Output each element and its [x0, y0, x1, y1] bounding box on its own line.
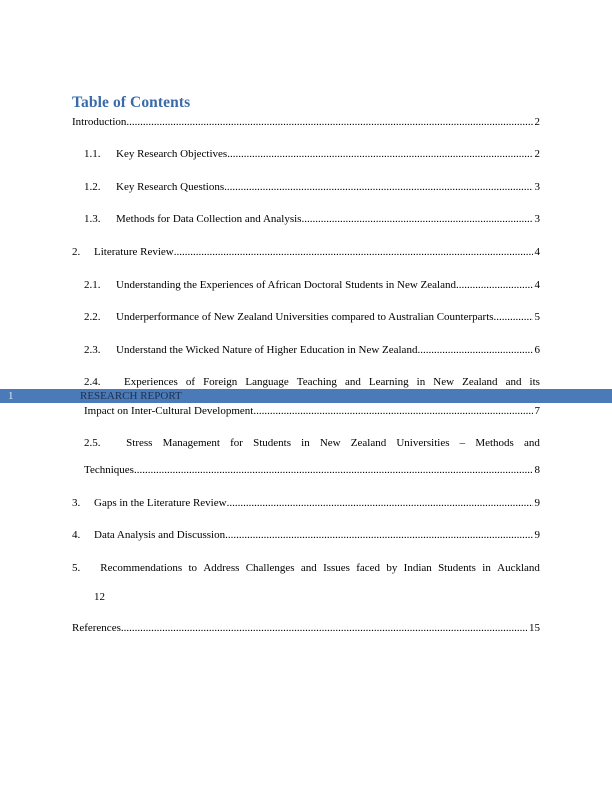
toc-entry-number: 1.2.	[84, 181, 101, 193]
toc-entry-word: and	[505, 376, 522, 388]
toc-entry-number: 2.4.	[84, 376, 101, 388]
toc-page-number: 2	[534, 148, 540, 160]
toc-entry-word: Management	[162, 437, 220, 449]
toc-entry-1-1[interactable]	[84, 148, 540, 161]
toc-entry-word: –	[459, 437, 466, 449]
toc-entry-label: Literature Review	[94, 246, 174, 258]
toc-entry-label: Impact on Inter-Cultural Development	[84, 405, 254, 417]
dot-leader	[174, 246, 533, 259]
toc-entry-word: of	[185, 376, 196, 388]
toc-page-number: 7	[534, 405, 540, 417]
toc-entry-label: Techniques	[84, 464, 134, 476]
toc-entry-word: and	[523, 437, 540, 449]
toc-page-number: 2	[534, 116, 540, 128]
toc-entry-word: Teaching	[296, 376, 337, 388]
toc-entry-3[interactable]	[72, 497, 540, 510]
toc-entry-references[interactable]	[72, 622, 540, 635]
running-header-bar	[0, 389, 612, 403]
toc-entry-word: and	[300, 562, 317, 574]
toc-entry-2-4[interactable]	[84, 376, 540, 389]
dot-leader	[301, 213, 532, 226]
toc-entry-label: Understand the Wicked Nature of Higher Education in New Zealand	[116, 344, 418, 356]
toc-entry-2-3[interactable]	[84, 344, 540, 357]
toc-entry-word: Address	[203, 562, 240, 574]
toc-entry-word: Students	[438, 562, 476, 574]
toc-entry-number: 5.	[72, 562, 81, 574]
toc-entry-2-1[interactable]	[84, 279, 540, 292]
toc-entry-word: Experiences	[124, 376, 178, 388]
toc-entry-number: 2.2.	[84, 311, 101, 323]
dot-leader	[121, 622, 527, 635]
toc-page-number: 3	[534, 181, 540, 193]
toc-page-number[interactable]: 12	[94, 591, 105, 603]
toc-entry-number: 2.	[72, 246, 81, 258]
toc-entry-label: Data Analysis and Discussion	[94, 529, 226, 541]
toc-entry-2-5-continued[interactable]	[84, 464, 540, 477]
toc-entry-number: 3.	[72, 497, 81, 509]
dot-leader	[224, 181, 532, 194]
toc-entry-word: Auckland	[497, 562, 540, 574]
toc-page-number: 4	[534, 246, 540, 258]
toc-entry-1-3[interactable]	[84, 213, 540, 226]
toc-page-number: 9	[534, 497, 540, 509]
toc-entry-word: Challenges	[245, 562, 295, 574]
toc-entry-word: in	[301, 437, 310, 449]
toc-page-number: 15	[529, 622, 540, 634]
dot-leader	[493, 311, 532, 324]
header-page-number: 1	[8, 390, 14, 402]
toc-entry-label: Methods for Data Collection and Analysis	[116, 213, 302, 225]
toc-entry-1-2[interactable]	[84, 181, 540, 194]
toc-entry-word: Indian	[403, 562, 432, 574]
dot-leader	[253, 405, 532, 418]
toc-entry-4[interactable]	[72, 529, 540, 542]
dot-leader	[126, 116, 532, 129]
toc-entry-label: Underperformance of New Zealand Universities compared to Australian Counterparts	[116, 311, 494, 323]
toc-entry-word: New	[433, 376, 455, 388]
toc-entry-number: 2.1.	[84, 279, 101, 291]
toc-entry-label: Gaps in the Literature Review	[94, 497, 227, 509]
toc-entry-word: Zealand	[350, 437, 387, 449]
toc-entry-2-4-continued[interactable]	[84, 405, 540, 418]
toc-page-number: 9	[534, 529, 540, 541]
toc-entry-word: by	[386, 562, 398, 574]
toc-entry-word: Recommendations	[100, 562, 183, 574]
toc-page-number: 5	[534, 311, 540, 323]
toc-entry-word: Language	[245, 376, 289, 388]
toc-entry-number: 4.	[72, 529, 81, 541]
toc-entry-2-5[interactable]	[84, 437, 540, 450]
toc-page-number: 4	[534, 279, 540, 291]
dot-leader	[417, 344, 532, 357]
dot-leader	[456, 279, 533, 292]
toc-entry-word: Learning	[368, 376, 409, 388]
toc-entry-introduction[interactable]	[72, 116, 540, 129]
toc-entry-number: 2.5.	[84, 437, 101, 449]
toc-entry-word: Issues	[323, 562, 350, 574]
toc-heading: Table of Contents	[72, 94, 191, 111]
toc-entry-word: its	[529, 376, 540, 388]
toc-entry-label: Key Research Questions	[116, 181, 225, 193]
header-title: RESEARCH REPORT	[80, 390, 182, 402]
dot-leader	[227, 497, 533, 510]
toc-entry-5[interactable]	[72, 562, 540, 575]
toc-page-number: 8	[534, 464, 540, 476]
toc-entry-word: Students	[253, 437, 292, 449]
toc-page-number: 6	[534, 344, 540, 356]
toc-entry-word: for	[230, 437, 243, 449]
toc-entry-word: New	[319, 437, 341, 449]
dot-leader	[225, 529, 532, 542]
toc-entry-word: to	[188, 562, 198, 574]
toc-entry-label: Introduction	[72, 116, 127, 128]
toc-entry-word: Universities	[396, 437, 450, 449]
dot-leader	[134, 464, 533, 477]
toc-entry-word: in	[482, 562, 491, 574]
toc-entry-2[interactable]	[72, 246, 540, 259]
toc-entry-2-2[interactable]	[84, 311, 540, 324]
toc-entry-number: 1.1.	[84, 148, 101, 160]
toc-entry-word: faced	[356, 562, 381, 574]
toc-page-number: 3	[534, 213, 540, 225]
toc-entry-word: and	[344, 376, 361, 388]
toc-entry-word: in	[416, 376, 426, 388]
toc-entry-word: Stress	[126, 437, 153, 449]
toc-entry-label: Understanding the Experiences of African Doctoral Students in New Zealand	[116, 279, 456, 291]
toc-entry-number: 2.3.	[84, 344, 101, 356]
toc-entry-label: References	[72, 622, 121, 634]
dot-leader	[227, 148, 532, 161]
toc-entry-word: Zealand	[462, 376, 498, 388]
toc-entry-word: Methods	[475, 437, 514, 449]
toc-entry-label: Key Research Objectives	[116, 148, 228, 160]
toc-entry-word: Foreign	[203, 376, 238, 388]
toc-entry-period: .	[493, 311, 497, 323]
toc-entry-number: 1.3.	[84, 213, 101, 225]
